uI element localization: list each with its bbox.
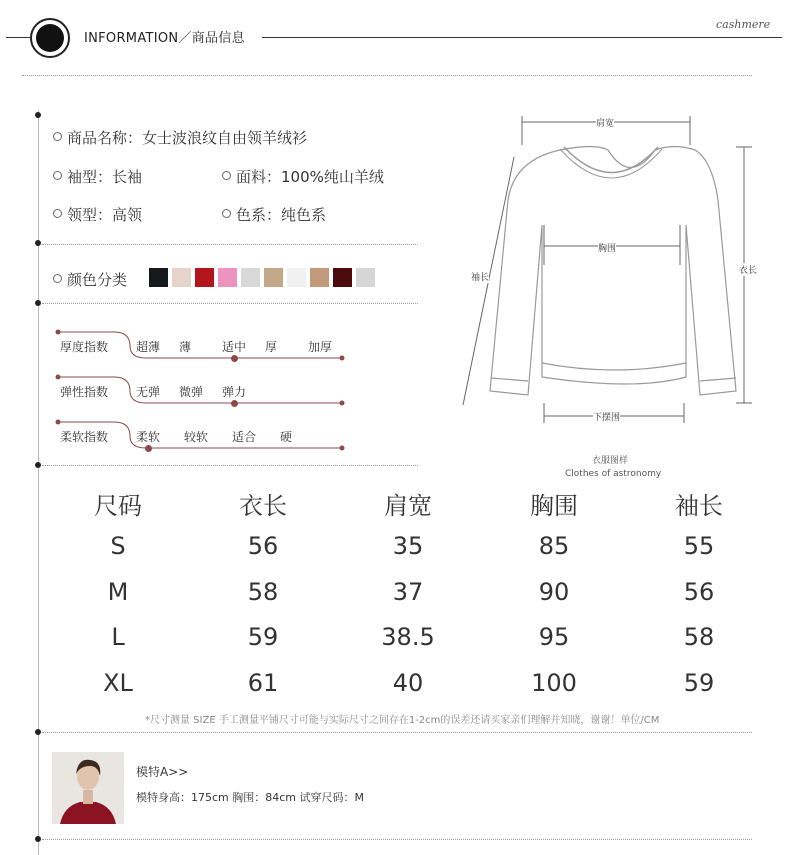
size-table-cell: XL xyxy=(103,669,133,697)
header-divider xyxy=(22,75,752,76)
scale-option: 加厚 xyxy=(308,340,333,354)
info-product-name: 商品名称：女士波浪纹自由领羊绒衫 xyxy=(53,127,307,148)
footer-divider xyxy=(42,839,752,840)
color-swatch[interactable] xyxy=(333,268,352,287)
size-table-cell: 59 xyxy=(683,669,715,697)
info-color-label: 颜色分类 xyxy=(53,269,127,290)
scale-option: 薄 xyxy=(179,340,192,354)
diagram-chest-label: 胸围 xyxy=(598,241,616,254)
color-swatch[interactable] xyxy=(149,268,168,287)
brand-logo: cashmere xyxy=(716,18,771,31)
size-table-cell: 61 xyxy=(247,669,279,697)
size-table-cell: 85 xyxy=(538,532,570,560)
color-divider xyxy=(42,303,418,304)
timeline-bullet xyxy=(35,300,41,306)
scale-option: 微弹 xyxy=(179,385,204,399)
size-table-cell: 58 xyxy=(683,623,715,651)
size-table-cell: S xyxy=(110,532,126,560)
model-figure-icon xyxy=(52,752,124,824)
ring-icon xyxy=(53,274,62,283)
scale-option: 无弹 xyxy=(136,385,161,399)
diagram-caption-en: Clothes of astronomy xyxy=(565,469,662,479)
size-table-cell: 38.5 xyxy=(381,623,435,651)
info-divider xyxy=(42,244,418,245)
scale-option: 厚 xyxy=(265,340,278,354)
size-table-cell: 40 xyxy=(392,669,424,697)
collar-inner-outline xyxy=(560,149,662,178)
size-table-cell: 100 xyxy=(531,669,577,697)
size-table-header: 胸围 xyxy=(530,492,578,520)
size-table-cell: 56 xyxy=(683,578,715,606)
color-swatch[interactable] xyxy=(241,268,260,287)
size-table-cell: 90 xyxy=(538,578,570,606)
size-table-header: 衣长 xyxy=(239,492,287,520)
section-title: INFORMATION／商品信息 xyxy=(84,31,245,46)
model-details: 模特身高：175cm 胸围：84cm 试穿尺码：M xyxy=(136,791,365,804)
measurement-note: *尺寸测量 SIZE 手工测量平铺尺寸可能与实际尺寸之间存在1-2cm的误差还请买家亲们理解并知晓，谢谢！单位/CM xyxy=(145,715,660,726)
timeline-bullet xyxy=(35,462,41,468)
info-sleeve: 袖型：长袖 xyxy=(53,166,142,187)
size-table-cell: 58 xyxy=(247,578,279,606)
garment-diagram xyxy=(450,105,770,425)
scales-divider xyxy=(42,465,418,466)
color-swatch[interactable] xyxy=(195,268,214,287)
color-swatch[interactable] xyxy=(287,268,306,287)
model-name: 模特A>> xyxy=(136,765,189,779)
scale-selected-marker xyxy=(231,400,238,407)
info-collar: 领型：高领 xyxy=(53,204,142,225)
table-divider xyxy=(42,732,752,733)
scale-option: 弹力 xyxy=(222,385,247,399)
size-table-cell: M xyxy=(107,578,129,606)
size-table-cell: 55 xyxy=(683,532,715,560)
scale-label: 柔软指数 xyxy=(60,430,109,444)
size-table-cell: 37 xyxy=(392,578,424,606)
info-fabric: 面料：100%纯山羊绒 xyxy=(222,166,384,187)
cuff-left-rib xyxy=(491,378,528,381)
diagram-sleeve-label: 袖长 xyxy=(471,270,489,283)
info-color-series: 色系：纯色系 xyxy=(222,204,326,225)
timeline-bullet xyxy=(35,112,41,118)
scale-selected-marker xyxy=(231,355,238,362)
sweater-outline xyxy=(490,147,736,396)
color-swatch[interactable] xyxy=(264,268,283,287)
size-table-header: 尺码 xyxy=(94,492,142,520)
ring-icon xyxy=(222,209,231,218)
scale-option: 柔软 xyxy=(136,430,161,444)
diagram-hem-label: 下摆围 xyxy=(593,410,620,423)
scale-option: 适中 xyxy=(222,340,247,354)
color-swatch[interactable] xyxy=(218,268,237,287)
scale-label: 弹性指数 xyxy=(60,385,109,399)
scale-option: 硬 xyxy=(280,430,293,444)
scale-option: 超薄 xyxy=(136,340,161,354)
diagram-shoulder-label: 肩宽 xyxy=(596,116,614,129)
ring-icon xyxy=(53,132,62,141)
color-swatch[interactable] xyxy=(172,268,191,287)
ring-icon xyxy=(222,171,231,180)
size-table-cell: 35 xyxy=(392,532,424,560)
diagram-length-label: 衣长 xyxy=(739,263,757,276)
hem-rib xyxy=(542,363,686,370)
scale-option: 适合 xyxy=(232,430,257,444)
color-swatch[interactable] xyxy=(310,268,329,287)
timeline-bullet xyxy=(35,729,41,735)
collar-outline xyxy=(564,147,658,173)
timeline-line xyxy=(38,110,39,855)
scale-selected-marker xyxy=(145,445,152,452)
timeline-bullet xyxy=(35,240,41,246)
scale-option: 较软 xyxy=(184,430,209,444)
ring-icon xyxy=(53,209,62,218)
size-table-cell: 95 xyxy=(538,623,570,651)
header-dot-icon xyxy=(36,24,64,52)
color-swatch[interactable] xyxy=(356,268,375,287)
cuff-right-rib xyxy=(700,378,736,381)
scale-label: 厚度指数 xyxy=(60,340,109,354)
model-photo xyxy=(52,752,124,824)
timeline-bullet xyxy=(35,836,41,842)
header-rule-right xyxy=(262,37,782,38)
diagram-caption-cn: 衣服图样 xyxy=(592,456,629,466)
size-table-cell: 56 xyxy=(247,532,279,560)
size-table-header: 袖长 xyxy=(675,492,723,520)
ring-icon xyxy=(53,171,62,180)
size-table-cell: L xyxy=(111,623,125,651)
size-table-header: 肩宽 xyxy=(384,492,432,520)
size-table-cell: 59 xyxy=(247,623,279,651)
